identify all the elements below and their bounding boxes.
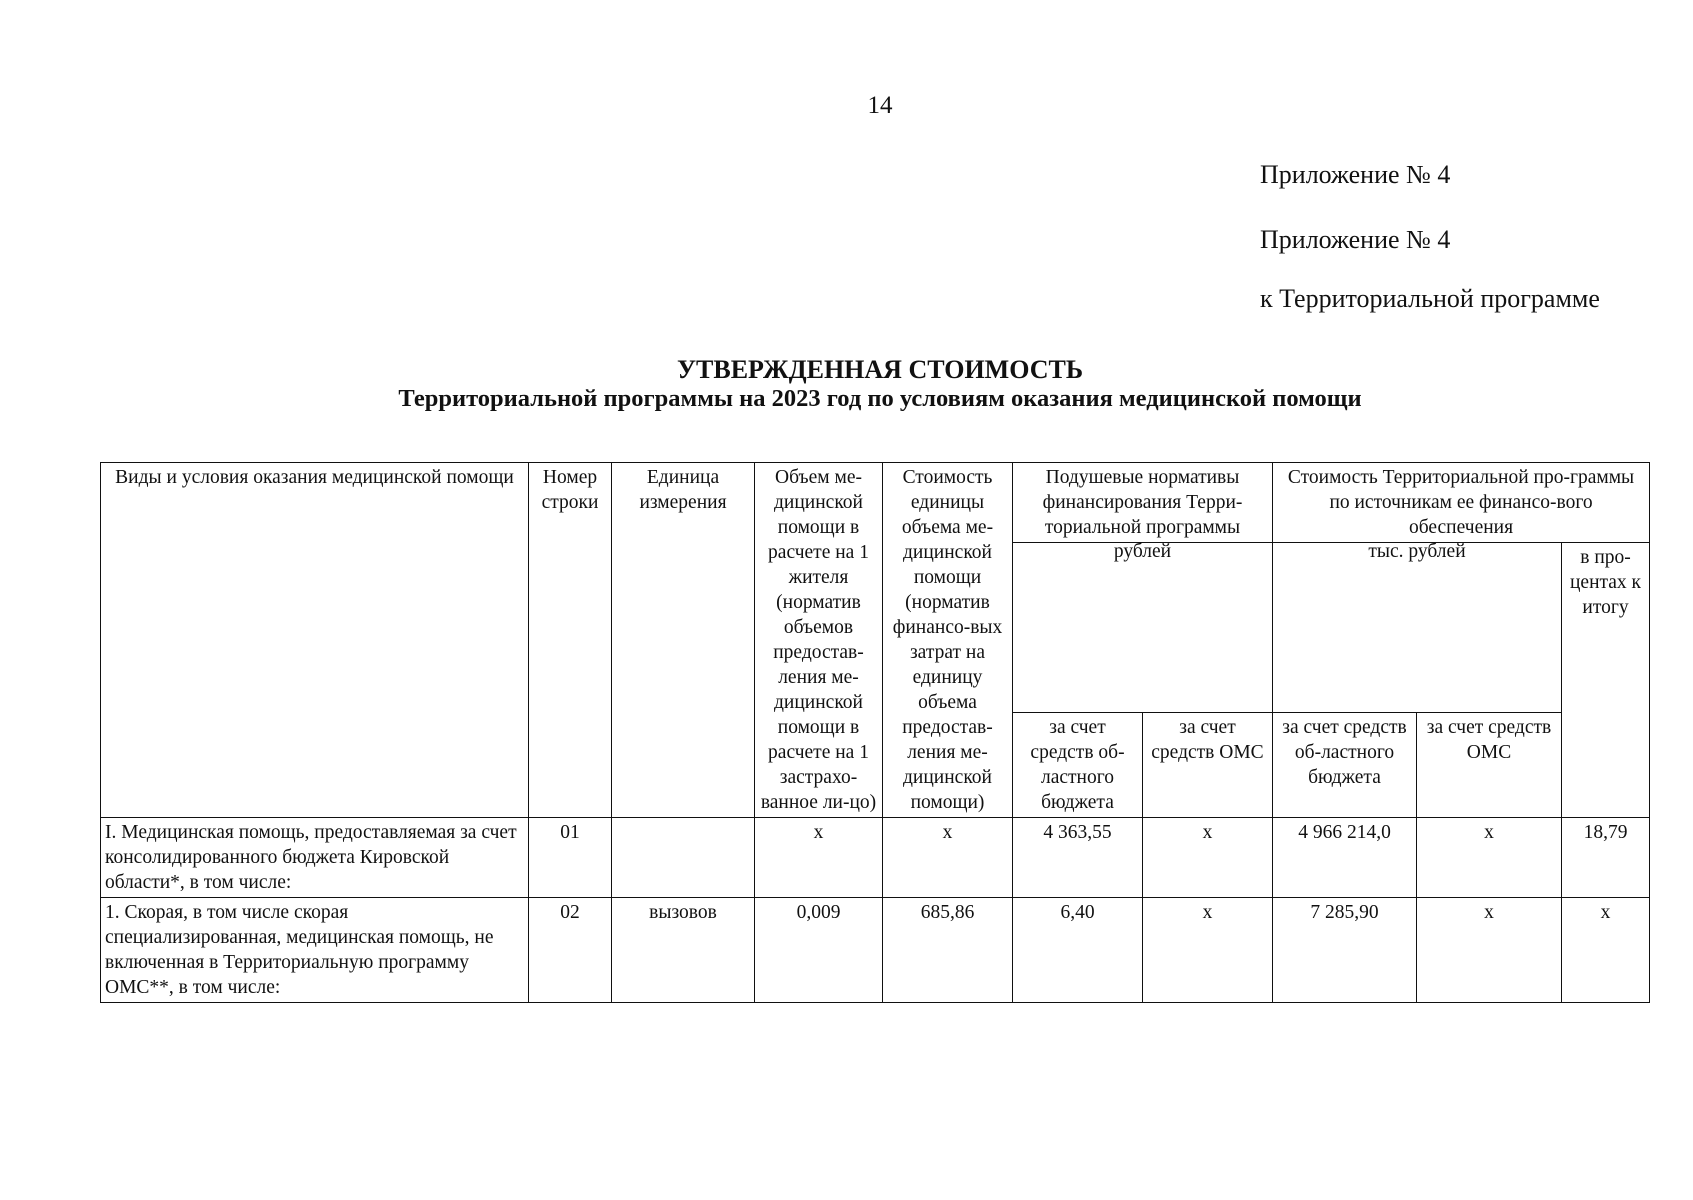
header-percent: в про-центах к итогу [1562, 543, 1650, 818]
header-volume: Объем ме-дицинской помощи в расчете на 1 жителя (норматив объемов предостав-ления ме-дицинской помощи в расчете на 1 застрахо-ванное ли-цо) [755, 463, 883, 818]
header-thousand-rubles: тыс. рублей [1273, 543, 1562, 713]
appendix-line-2: Приложение № 4 [1260, 225, 1451, 254]
header-per-capita: Подушевые нормативы финансирования Терри-ториальной программы [1013, 463, 1273, 543]
row-per-capita-budget: 4 363,55 [1013, 818, 1143, 898]
header-unit: Единица измерения [612, 463, 755, 818]
document-title: УТВЕРЖДЕННАЯ СТОИМОСТЬ [676, 355, 1084, 384]
header-row-1 [101, 463, 1650, 543]
row-number: 02 [529, 898, 612, 1003]
row-percent: х [1562, 898, 1650, 1003]
appendix-line-1: Приложение № 4 [1260, 160, 1451, 189]
row-cost: 685,86 [883, 898, 1013, 1003]
header-cost-unit: Стоимость единицы объема ме-дицинской помощи (норматив финансо-вых затрат на единицу объема предостав-ления ме-дицинской помощи) [883, 463, 1013, 818]
header-row-number: Номер строки [529, 463, 612, 818]
row-volume: 0,009 [755, 898, 883, 1003]
row-percent: 18,79 [1562, 818, 1650, 898]
row-volume: х [755, 818, 883, 898]
row-unit: вызовов [612, 898, 755, 1003]
header-cost-program: Стоимость Территориальной про-граммы по источникам ее финансо-вого обеспечения [1273, 463, 1650, 543]
header-rubles: рублей [1013, 543, 1273, 713]
cost-table [100, 462, 1650, 1003]
page-number: 14 [867, 92, 893, 119]
header-oms-2: за счет средств ОМС [1417, 713, 1562, 818]
header-oms-1: за счет средств ОМС [1143, 713, 1273, 818]
row-per-capita-budget: 6,40 [1013, 898, 1143, 1003]
document-subtitle: Территориальной программы на 2023 год по условиям оказания медицинской помощи [398, 385, 1362, 412]
header-regional-budget-2: за счет средств об-ластного бюджета [1273, 713, 1417, 818]
row-name: I. Медицинская помощь, предоставляемая за счет консолидированного бюджета Кировской области*, в том числе: [101, 818, 529, 898]
header-types: Виды и условия оказания медицинской помощи [101, 463, 529, 818]
row-number: 01 [529, 818, 612, 898]
row-per-capita-oms: х [1143, 898, 1273, 1003]
table-row [101, 818, 1650, 898]
row-per-capita-oms: х [1143, 818, 1273, 898]
row-total-budget: 7 285,90 [1273, 898, 1417, 1003]
row-total-oms: х [1417, 818, 1562, 898]
row-total-oms: х [1417, 898, 1562, 1003]
row-unit [612, 818, 755, 898]
row-total-budget: 4 966 214,0 [1273, 818, 1417, 898]
header-regional-budget-1: за счет средств об-ластного бюджета [1013, 713, 1143, 818]
appendix-line-3: к Территориальной программе [1260, 284, 1600, 313]
row-name: 1. Скорая, в том числе скорая специализированная, медицинская помощь, не включенная в Территориальную программу ОМС**, в том числе: [101, 898, 529, 1003]
table-row [101, 898, 1650, 1003]
row-cost: х [883, 818, 1013, 898]
